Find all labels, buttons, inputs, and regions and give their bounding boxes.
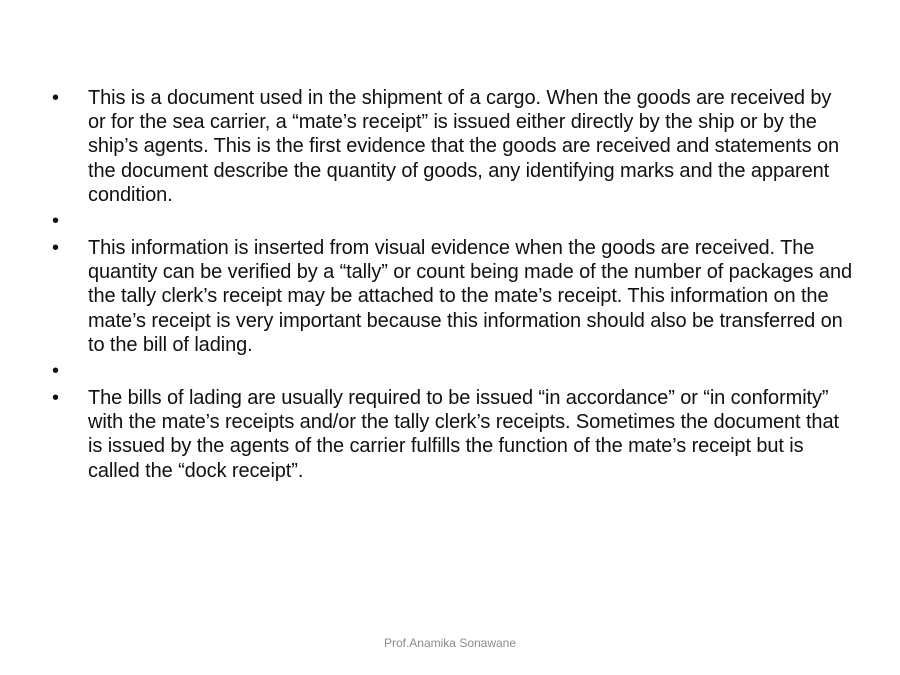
bullet-item — [52, 386, 852, 483]
bullet-item-empty — [52, 359, 852, 383]
footer-author: Prof.Anamika Sonawane — [383, 636, 517, 650]
bullet-dot-icon: • — [52, 87, 59, 109]
bullet-item — [52, 86, 852, 207]
bullet-text: This is a document used in the shipment of a cargo. When the goods are received by or for the sea carrier, a “mate’s receipt” is issued either directly by the ship or by the ship’s agents. This is the first evidence that the goods are received and statements on the document describe the quantity of goods, any identifying marks and the apparent condition. — [88, 87, 840, 206]
bullet-item — [52, 236, 852, 357]
bullet-dot-icon: • — [52, 360, 59, 383]
bullet-dot-icon: • — [52, 210, 59, 233]
bullet-text: This information is inserted from visual evidence when the goods are received. The quantity can be verified by a “tally” or count being made of the number of packages and the tally clerk’s receipt may be attached to the mate’s receipt. This information on the mate’s receipt is very important because this information should also be transferred on to the bill of lading. — [88, 237, 852, 356]
bullet-list — [52, 86, 852, 483]
bullet-text: The bills of lading are usually required to be issued “in accordance” or “in conformity” with the mate’s receipts and/or the tally clerk’s receipts. Sometimes the document that is issued by the agents of the carrier fulfills the function of the mate’s receipt but is called the “dock receipt”. — [88, 387, 839, 482]
bullet-dot-icon: • — [52, 237, 59, 260]
bullet-item-empty — [52, 209, 852, 233]
bullet-dot-icon: • — [52, 387, 59, 410]
